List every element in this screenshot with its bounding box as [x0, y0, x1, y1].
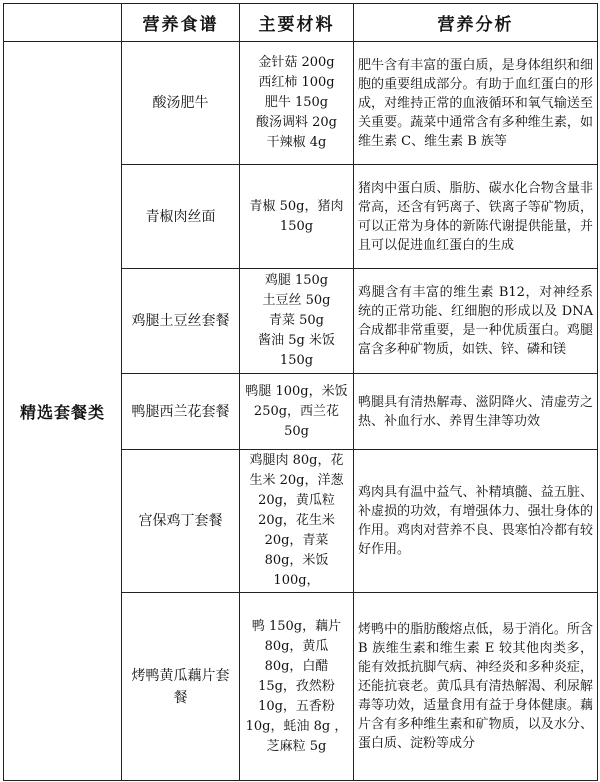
recipe-analysis: 鸡腿含有丰富的维生素 B12，对神经系统的正常功能、红细胞的形成以及 DNA 合成都非常重要，是一种优质蛋白。鸡腿富含多种矿物质，如铁、锌、磷和镁	[354, 269, 598, 374]
recipe-materials: 鸭 150g，藕片 80g，黄瓜 80g，白醋 15g，孜然粉 10g，五香粉 10g，蚝油 8g ，芝麻粒 5g	[240, 593, 354, 781]
category-cell: 精选套餐类	[4, 42, 122, 781]
recipe-name: 青椒肉丝面	[122, 165, 240, 269]
header-analysis: 营养分析	[354, 4, 598, 42]
recipe-analysis: 肥牛含有丰富的蛋白质，是身体组织和细胞的重要组成部分。有助于血红蛋白的形成，对维持正常的血液循环和氧气输送至关重要。蔬菜中通常含有多种维生素，如维生素 C、维生素 B 族等	[354, 42, 598, 165]
recipe-materials: 鸭腿 100g，米饭 250g，西兰花 50g	[240, 374, 354, 450]
recipe-name: 烤鸭黄瓜藕片套餐	[122, 593, 240, 781]
recipe-analysis: 猪肉中蛋白质、脂肪、碳水化合物含量非常高，还含有钙离子、铁离子等矿物质，可以正常为身体的新陈代谢提供能量，并且可以促进血红蛋白的生成	[354, 165, 598, 269]
recipe-name: 鸭腿西兰花套餐	[122, 374, 240, 450]
recipe-materials: 鸡腿肉 80g，花生米 20g，洋葱 20g，黄瓜粒 20g，花生米 20g，青菜 80g，米饭 100g，	[240, 450, 354, 593]
header-row	[4, 4, 598, 42]
header-recipe: 营养食谱	[122, 4, 240, 42]
recipe-materials: 青椒 50g，猪肉 150g	[240, 165, 354, 269]
recipe-materials: 鸡腿 150g 土豆丝 50g 青菜 50g 酱油 5g 米饭 150g	[240, 269, 354, 374]
recipe-materials: 金针菇 200g 西红柿 100g 肥牛 150g 酸汤调料 20g 干辣椒 4g	[240, 42, 354, 165]
recipe-analysis: 烤鸭中的脂肪酸熔点低，易于消化。所含 B 族维生素和维生素 E 较其他肉类多，能有效抵抗脚气病、神经炎和多种炎症，还能抗衰老。黄瓜具有清热解渴、利尿解毒等功效，适量食用有益于身体健康。藕片含有多种维生素和矿物质，以及水分、蛋白质、淀粉等成分	[354, 593, 598, 781]
header-corner-cell	[4, 4, 122, 42]
recipe-name: 酸汤肥牛	[122, 42, 240, 165]
recipe-analysis: 鸭腿具有清热解毒、滋阴降火、清虚劳之热、补血行水、养胃生津等功效	[354, 374, 598, 450]
recipe-table	[3, 3, 598, 781]
recipe-name: 宫保鸡丁套餐	[122, 450, 240, 593]
table-row	[4, 42, 598, 165]
recipe-analysis: 鸡肉具有温中益气、补精填髓、益五脏、补虚损的功效，有增强体力、强壮身体的作用。鸡肉对营养不良、畏寒怕冷都有较好作用。	[354, 450, 598, 593]
header-materials: 主要材料	[240, 4, 354, 42]
recipe-name: 鸡腿土豆丝套餐	[122, 269, 240, 374]
